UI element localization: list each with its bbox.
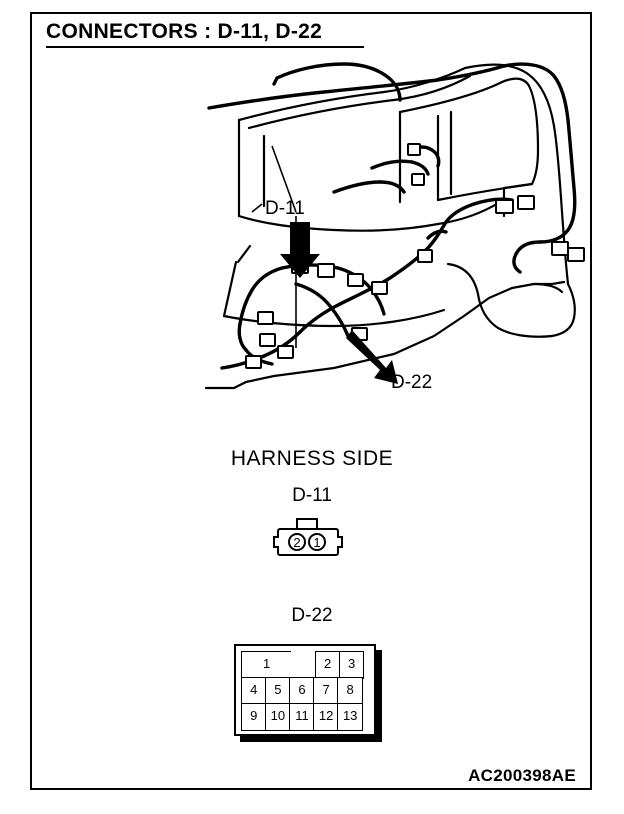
- callout-label-d22: D-22: [391, 372, 433, 393]
- vehicle-harness-svg: [34, 16, 588, 436]
- d22-pin-row: [241, 677, 369, 703]
- d11-lock-tab: [296, 518, 318, 528]
- connector-diagram-d22: [234, 644, 382, 742]
- d22-pin-row: [241, 703, 369, 729]
- d11-pin: 2: [288, 533, 306, 551]
- d11-pin: 1: [308, 533, 326, 551]
- d22-pin-blank: [291, 651, 317, 679]
- section-heading: HARNESS SIDE: [230, 447, 394, 470]
- d22-pin: 4: [241, 677, 267, 705]
- d22-pin: 9: [241, 703, 267, 731]
- d11-arrow: [280, 222, 320, 278]
- d22-pin: 8: [337, 677, 363, 705]
- callout-label-d11: D-11: [265, 198, 305, 219]
- d22-pin: 5: [265, 677, 291, 705]
- d22-pin: 12: [313, 703, 339, 731]
- d22-pin: 11: [289, 703, 315, 731]
- d11-notch-left: [273, 536, 279, 548]
- page-title: CONNECTORS : D-11, D-22: [46, 20, 323, 43]
- d22-pin: 1: [241, 651, 292, 679]
- figure-code: AC200398AE: [468, 766, 576, 785]
- d22-pin: 6: [289, 677, 315, 705]
- vehicle-illustration: [34, 16, 588, 436]
- d22-pin: 3: [339, 651, 365, 679]
- d22-pin: 2: [315, 651, 341, 679]
- connector-title-d22: D-22: [291, 605, 333, 626]
- d22-pin: 13: [337, 703, 363, 731]
- d22-pin-row: [241, 651, 369, 677]
- d22-pin: 7: [313, 677, 339, 705]
- d11-notch-right: [337, 536, 343, 548]
- connector-title-d11: D-11: [292, 485, 332, 506]
- connector-diagram-d11: [277, 518, 339, 558]
- d22-pin-grid: [241, 651, 369, 729]
- d22-pin: 10: [265, 703, 291, 731]
